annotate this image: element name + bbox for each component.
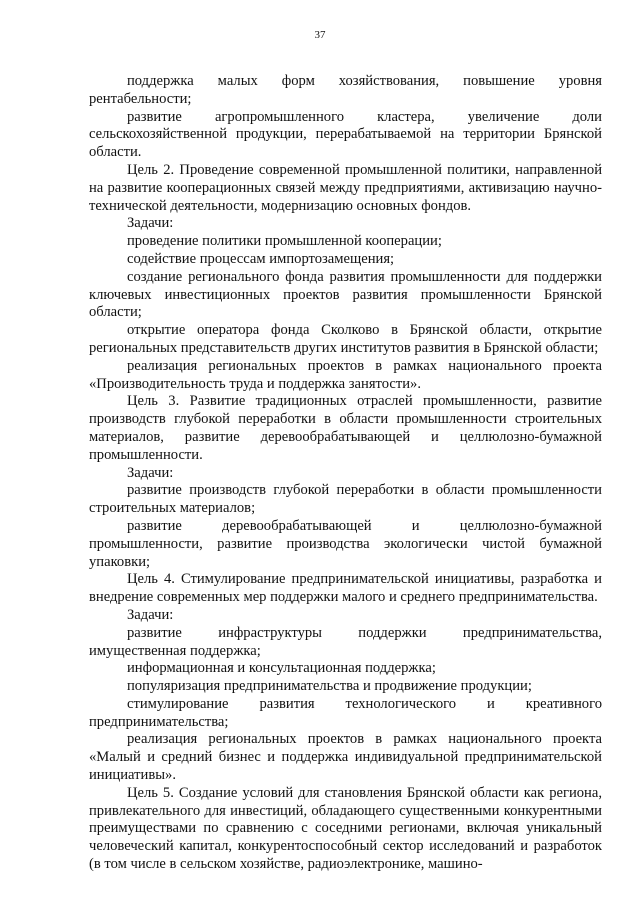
- task-item: проведение политики промышленной кооперации;: [127, 233, 442, 250]
- task-item: популяризация предпринимательства и продвижение продукции;: [127, 678, 532, 695]
- task-item: развитие инфраструктуры поддержки предпринимательства, имущественная поддержка;: [89, 624, 602, 659]
- paragraph: развитие агропромышленного кластера, увеличение доли сельскохозяйственной продукции, перерабатываемой на территории Брянской области.: [89, 108, 602, 161]
- goal-4-paragraph: Цель 4. Стимулирование предпринимательской инициативы, разработка и внедрение современных мер поддержки малого и среднего предпринимательства.: [89, 571, 602, 606]
- goal-3-paragraph: Цель 3. Развитие традиционных отраслей промышленности, развитие производств глубокой переработки в области промышленности строительных материалов, развитие деревообрабатывающей и целлюлозно-бумажной промышленности.: [89, 393, 602, 463]
- task-item: реализация региональных проектов в рамках национального проекта «Малый и средний бизнес и поддержка индивидуальной предпринимательской инициативы».: [89, 731, 602, 784]
- document-body: [89, 73, 602, 874]
- goal-5-paragraph: Цель 5. Создание условий для становления Брянской области как региона, привлекательного для инвестиций, обладающего существенными конкурентными преимуществами по сравнению с соседними регионами, включая уникальный человеческий капитал, конкурентоспособный сектор исследований и разработок (в том числе в сельском хозяйстве, радиоэлектронике, машино-: [89, 784, 602, 873]
- task-item: создание регионального фонда развития промышленности для поддержки ключевых инвестиционных проектов развития промышленности Брянской области;: [89, 268, 602, 321]
- task-item: развитие деревообрабатывающей и целлюлозно-бумажной промышленности, развитие производства экологически чистой бумажной упаковки;: [89, 517, 602, 570]
- paragraph: поддержка малых форм хозяйствования, повышение уровня рентабельности;: [89, 73, 602, 107]
- task-item: открытие оператора фонда Сколково в Брянской области, открытие региональных представительств других институтов развития в Брянской области;: [89, 322, 602, 356]
- task-item: реализация региональных проектов в рамках национального проекта «Производительность труда и поддержка занятости».: [89, 357, 602, 392]
- goal-2-paragraph: Цель 2. Проведение современной промышленной политики, направленной на развитие кооперационных связей между предприятиями, активизацию научно-технической деятельности, модернизацию основных фондов.: [89, 161, 602, 214]
- tasks-heading: Задачи:: [127, 606, 174, 623]
- page-number: 37: [314, 29, 326, 41]
- task-item: информационная и консультационная поддержка;: [127, 660, 436, 677]
- task-item: развитие производств глубокой переработки в области промышленности строительных материалов;: [89, 482, 602, 517]
- task-item: стимулирование развития технологического и креативного предпринимательства;: [89, 695, 602, 730]
- tasks-heading: Задачи:: [127, 464, 174, 481]
- tasks-heading: Задачи:: [127, 215, 174, 232]
- task-item: содействие процессам импортозамещения;: [127, 250, 395, 267]
